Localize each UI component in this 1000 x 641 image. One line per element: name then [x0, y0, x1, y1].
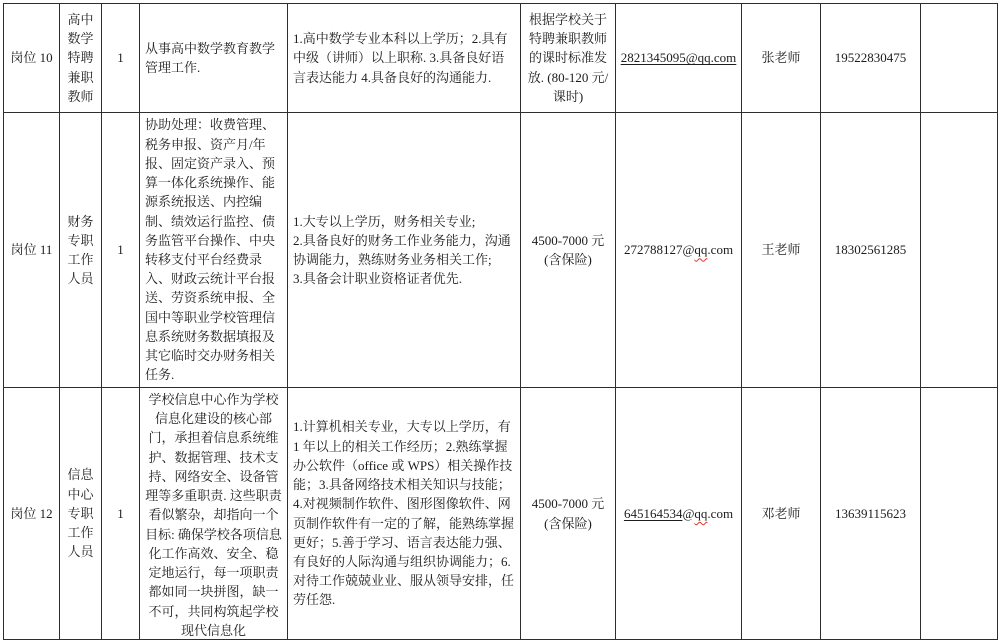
email-text: 272788127@	[623, 242, 695, 258]
salary-cell	[521, 113, 616, 388]
duties-text: 协助处理：收费管理、税务申报、资产月/年报、固定资产录入、预算一体化系统操作、能源系统报送、内控编制、绩效运行监控、债务监管平台操作、中央转移支付平台经费录入、财政云统计平台报送、劳资系统申报、全国中等职业学校管理信息系统财务数据填报及其它临时交办财务相关任务.	[145, 117, 276, 383]
salary-cell	[521, 388, 616, 640]
requirements-cell	[288, 388, 521, 640]
empty-cell	[921, 4, 998, 113]
headcount-cell: 1	[102, 4, 140, 113]
duties-cell	[140, 113, 288, 388]
phone-cell: 13639115623	[821, 388, 921, 640]
empty-cell	[921, 388, 998, 640]
position-title-cell: 财务专职工作人员	[60, 113, 102, 388]
contact-name-cell: 邓老师	[742, 388, 821, 640]
job-postings-table	[3, 3, 998, 640]
requirements-text: 1.高中数学专业本科以上学历；2.具有中级（讲师）以上职称. 3.具备良好语言表达能力 4.具备良好的沟通能力.	[293, 31, 508, 85]
salary-note: (含保险)	[544, 515, 592, 531]
email-text: .com	[707, 505, 734, 521]
position-id-cell: 岗位 12	[4, 388, 60, 640]
salary-text: 根据学校关于特聘兼职教师的课时标准发放. (80-120 元/课时)	[527, 11, 609, 104]
duties-cell	[140, 4, 288, 113]
duties-cell	[140, 388, 288, 640]
table-row	[4, 4, 998, 113]
email-cell	[616, 113, 742, 388]
email-text: @	[682, 505, 695, 521]
email-link[interactable]: 645164534	[623, 505, 683, 521]
requirement-item: 3.具备会计职业资格证者优先.	[293, 271, 463, 287]
phone-cell: 19522830475	[821, 4, 921, 113]
empty-cell	[921, 113, 998, 388]
salary-note: (含保险)	[544, 252, 592, 267]
requirements-text: 1.计算机相关专业，大专以上学历，有 1 年以上的相关工作经历；2.熟练掌握办公软件（office 或 WPS）相关操作技能；3.具备网络技术相关知识与技能；4.对视频制作软件、图形图像软件、网页制作软件有一定的了解，能熟练掌握更好；5.善于学习、语言表达能力强、有良好的人际沟通与组织协调能力；6.对待工作兢兢业业、服从领导安排，任劳任怨.	[293, 419, 515, 608]
phone-cell: 18302561285	[821, 113, 921, 388]
position-id-cell: 岗位 10	[4, 4, 60, 113]
email-link[interactable]: 2821345095@qq.com	[620, 50, 737, 66]
contact-name-cell: 王老师	[742, 113, 821, 388]
salary-amount: 4500-7000 元	[531, 496, 605, 512]
email-cell	[616, 388, 742, 640]
salary-cell	[521, 4, 616, 113]
duties-text: 学校信息中心作为学校信息化建设的核心部门，承担着信息系统维护、数据管理、技术支持、网络安全、设备管理等多重职责. 这些职责看似繁杂，却指向一个目标: 确保学校各项信息化工作高效、安全、稳定地运行，每一项职责都如同一块拼图，缺一不可，共同构筑起学校现代信息化	[145, 392, 282, 637]
contact-name-cell: 张老师	[742, 4, 821, 113]
email-text: .com	[707, 242, 734, 258]
requirement-item: 2.具备良好的财务工作业务能力，沟通协调能力，熟练财务业务相关工作;	[293, 232, 511, 267]
requirements-cell	[288, 113, 521, 388]
headcount-cell: 1	[102, 388, 140, 640]
requirements-cell	[288, 4, 521, 113]
position-title-cell: 信息中心专职工作人员	[60, 388, 102, 640]
position-title-cell: 高中数学特聘兼职教师	[60, 4, 102, 113]
email-cell	[616, 4, 742, 113]
table-row	[4, 388, 998, 640]
duties-text: 从事高中数学教育教学管理工作.	[145, 40, 276, 75]
position-id-cell: 岗位 11	[4, 113, 60, 388]
email-spellcheck-squiggle: qq	[694, 242, 708, 258]
requirement-item: 1.大专以上学历，财务相关专业;	[293, 213, 476, 229]
table-row	[4, 113, 998, 388]
email-spellcheck-squiggle: qq	[694, 505, 708, 521]
salary-amount: 4500-7000 元	[531, 232, 605, 248]
headcount-cell: 1	[102, 113, 140, 388]
